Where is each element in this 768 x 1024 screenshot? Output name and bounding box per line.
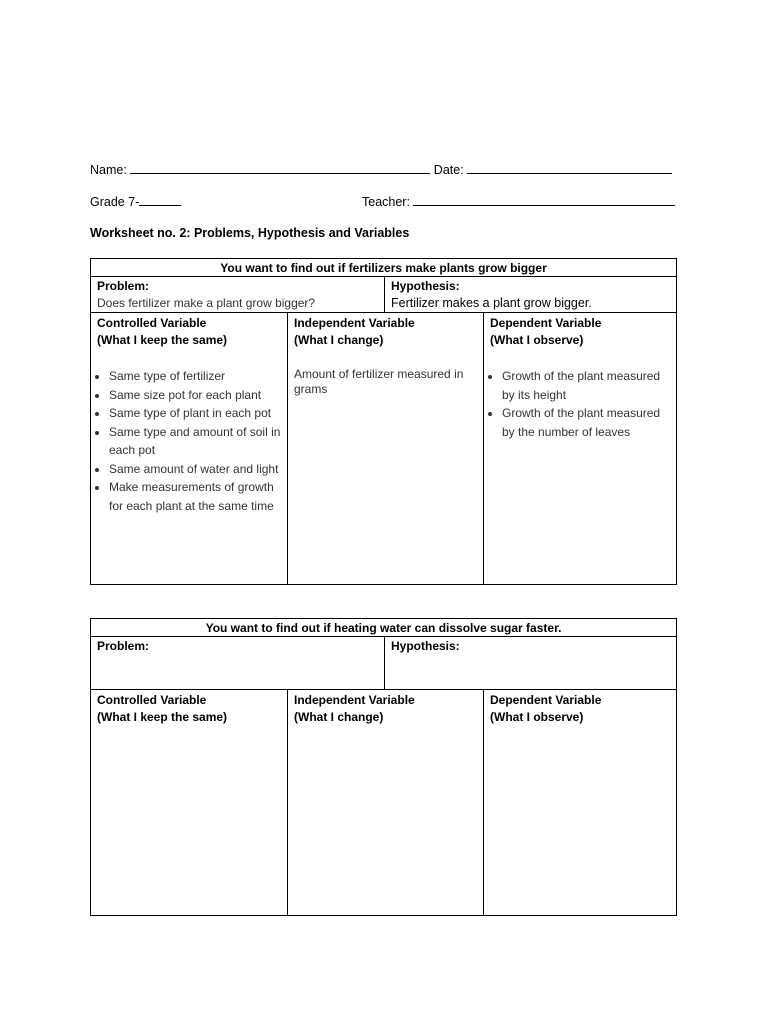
date-blank[interactable] <box>467 161 672 174</box>
name-blank[interactable] <box>130 161 430 174</box>
table2-caption: You want to find out if heating water can dissolve sugar faster. <box>91 619 676 637</box>
teacher-label: Teacher: <box>362 195 410 209</box>
table1-problem-hypothesis-row <box>91 277 676 313</box>
table2-controlled-sub: (What I keep the same) <box>97 710 228 724</box>
table2-independent-cell[interactable] <box>287 690 483 915</box>
table2-independent-sub: (What I change) <box>294 710 384 724</box>
table1-variables-row <box>91 313 676 584</box>
table1-problem-label: Problem: <box>97 279 150 293</box>
table1-dependent-cell <box>483 313 676 584</box>
table2-variables-row <box>91 690 676 915</box>
table1-problem-cell <box>91 277 385 312</box>
table1-controlled-sub: (What I keep the same) <box>97 333 228 347</box>
date-label: Date: <box>433 163 464 177</box>
table1-problem-text: Does fertilizer make a plant grow bigger? <box>97 296 316 310</box>
table-sugar <box>90 618 677 916</box>
table2-hypothesis-cell[interactable] <box>385 637 676 689</box>
table1-dependent-list <box>490 367 670 441</box>
table1-dependent-label: Dependent Variable <box>490 316 602 330</box>
worksheet-title: Worksheet no. 2: Problems, Hypothesis and Variables <box>90 226 410 240</box>
grade-line <box>90 193 181 209</box>
grade-blank[interactable] <box>139 193 181 206</box>
table1-independent-sub: (What I change) <box>294 333 384 347</box>
table1-dependent-sub: (What I observe) <box>490 333 584 347</box>
table1-hypothesis-text: Fertilizer makes a plant grow bigger. <box>391 296 592 310</box>
table-fertilizer <box>90 258 677 585</box>
list-item: • Same type of fertilizer <box>109 367 281 386</box>
list-item: • Same type and amount of soil in each pot <box>109 423 281 460</box>
table1-controlled-list <box>97 367 281 515</box>
list-item: • Same amount of water and light <box>109 460 281 479</box>
table2-problem-label: Problem: <box>97 639 150 653</box>
table1-hypothesis-cell <box>385 277 676 312</box>
table2-controlled-cell[interactable] <box>91 690 287 915</box>
table2-problem-cell[interactable] <box>91 637 385 689</box>
table2-independent-label: Independent Variable <box>294 693 415 707</box>
table1-hypothesis-label: Hypothesis: <box>391 279 460 293</box>
table2-dependent-sub: (What I observe) <box>490 710 584 724</box>
table1-independent-text: Amount of fertilizer measured in grams <box>294 367 464 396</box>
list-item: • Make measurements of growth for each plant at the same time <box>109 478 281 515</box>
table1-independent-cell <box>287 313 483 584</box>
table1-controlled-cell <box>91 313 287 584</box>
list-item: • Same size pot for each plant <box>109 386 281 405</box>
table2-dependent-label: Dependent Variable <box>490 693 602 707</box>
table1-independent-label: Independent Variable <box>294 316 415 330</box>
table2-dependent-cell[interactable] <box>483 690 676 915</box>
name-label: Name: <box>90 163 127 177</box>
grade-label: Grade 7- <box>90 195 140 209</box>
list-item: • Same type of plant in each pot <box>109 404 281 423</box>
name-date-line <box>90 161 672 177</box>
table2-controlled-label: Controlled Variable <box>97 693 207 707</box>
teacher-line <box>362 193 675 209</box>
table1-caption: You want to find out if fertilizers make plants grow bigger <box>91 259 676 277</box>
table2-hypothesis-label: Hypothesis: <box>391 639 460 653</box>
table1-controlled-label: Controlled Variable <box>97 316 207 330</box>
table2-problem-hypothesis-row <box>91 637 676 690</box>
list-item: • Growth of the plant measured by its height <box>502 367 670 404</box>
teacher-blank[interactable] <box>413 193 675 206</box>
list-item: • Growth of the plant measured by the number of leaves <box>502 404 670 441</box>
